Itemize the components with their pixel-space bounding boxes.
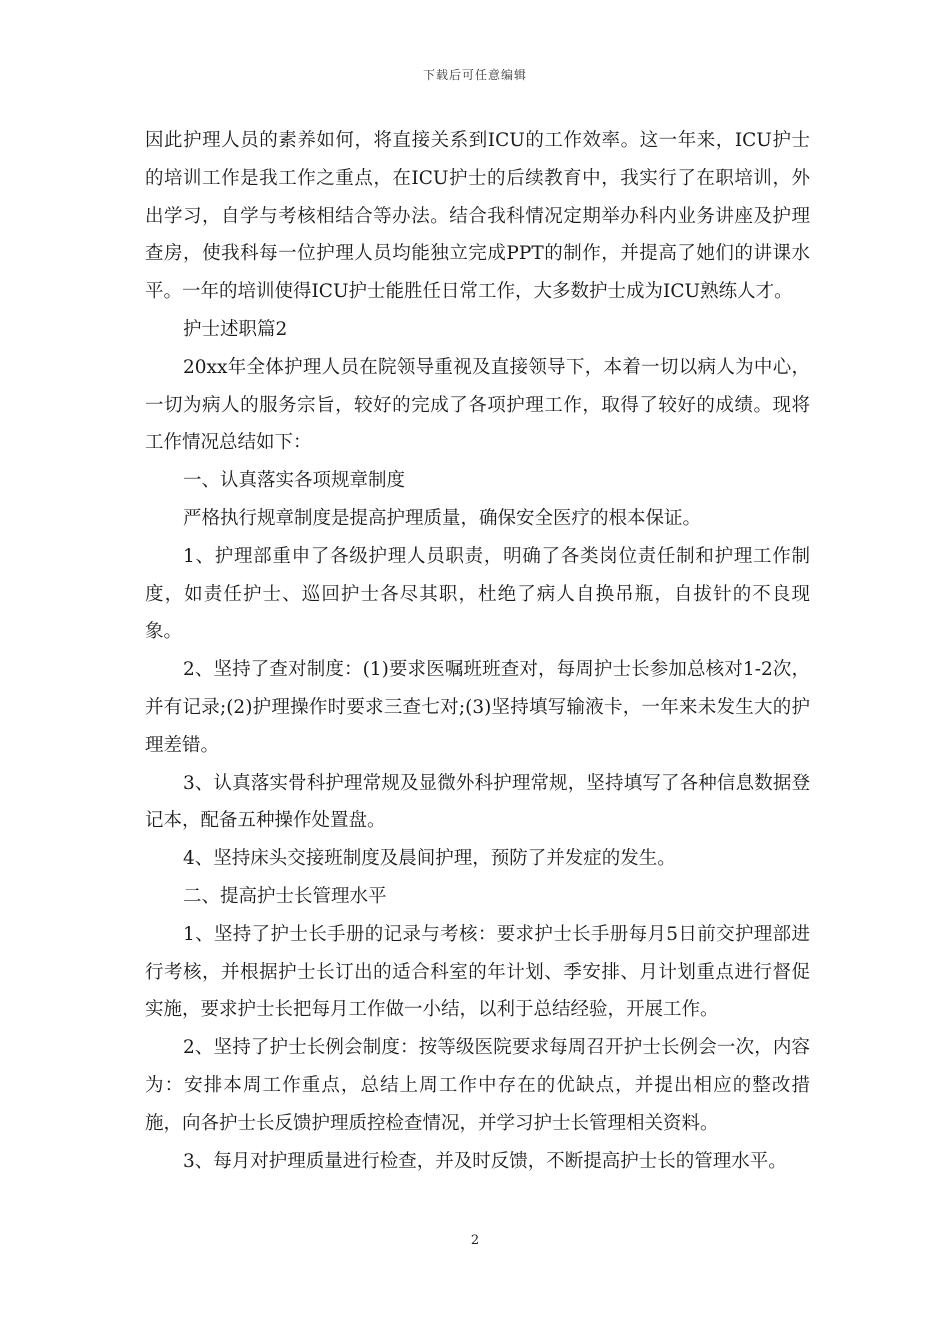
- heading-management: 二、提高护士长管理水平: [183, 885, 387, 907]
- section-title: 护士述职篇2: [183, 318, 288, 340]
- paragraph-rules-4: 4、坚持床头交接班制度及晨间护理，预防了并发症的发生。: [183, 848, 676, 870]
- paragraph-intro: 因此护理人员的素养如何，将直接关系到ICU的工作效率。这一年来，ICU护士的培训工作是我工作之重点，在ICU护士的后续教育中，我实行了在职培训，外出学习，自学与考核相结合等办法。结合我科情况定期举办科内业务讲座及护理查房，使我科每一位护理人员均能独立完成PPT的制作，并提高了她们的讲课水平。一年的培训使得ICU护士能胜任日常工作，大多数护士成为ICU熟练人才。: [145, 130, 810, 303]
- paragraph-management-2: 2、坚持了护士长例会制度：按等级医院要求每周召开护士长例会一次，内容为：安排本周工作重点，总结上周工作中存在的优缺点，并提出相应的整改措施，向各护士长反馈护理质控检查情况，并学习护士长管理相关资料。: [145, 1037, 810, 1134]
- paragraph-rules-2: 2、坚持了查对制度：(1)要求医嘱班班查对，每周护士长参加总核对1-2次，并有记录;(2)护理操作时要求三查七对;(3)坚持填写输液卡，一年来未发生大的护理差错。: [145, 659, 810, 756]
- document-body: [145, 122, 810, 1180]
- paragraph-management-1: 1、坚持了护士长手册的记录与考核：要求护士长手册每月5日前交护理部进行考核，并根据护士长订出的适合科室的年计划、季安排、月计划重点进行督促实施，要求护士长把每月工作做一小结，以利于总结经验，开展工作。: [145, 923, 810, 1021]
- header-note: 下载后可任意编辑: [422, 68, 527, 82]
- paragraph-rules-intro: 严格执行规章制度是提高护理质量，确保安全医疗的根本保证。: [183, 507, 702, 529]
- page-number: 2: [470, 1233, 480, 1248]
- paragraph-management-3: 3、每月对护理质量进行检查，并及时反馈，不断提高护士长的管理水平。: [183, 1150, 787, 1172]
- heading-rules: 一、认真落实各项规章制度: [183, 470, 406, 492]
- paragraph-summary: 20xx年全体护理人员在院领导重视及直接领导下，本着一切以病人为中心，一切为病人的服务宗旨，较好的完成了各项护理工作，取得了较好的成绩。现将工作情况总结如下：: [145, 356, 810, 454]
- paragraph-rules-1: 1、护理部重申了各级护理人员职责，明确了各类岗位责任制和护理工作制度，如责任护士、巡回护士各尽其职，杜绝了病人自换吊瓶，自拔针的不良现象。: [145, 545, 810, 643]
- paragraph-rules-3: 3、认真落实骨科护理常规及显微外科护理常规，坚持填写了各种信息数据登记本，配备五种操作处置盘。: [145, 772, 810, 832]
